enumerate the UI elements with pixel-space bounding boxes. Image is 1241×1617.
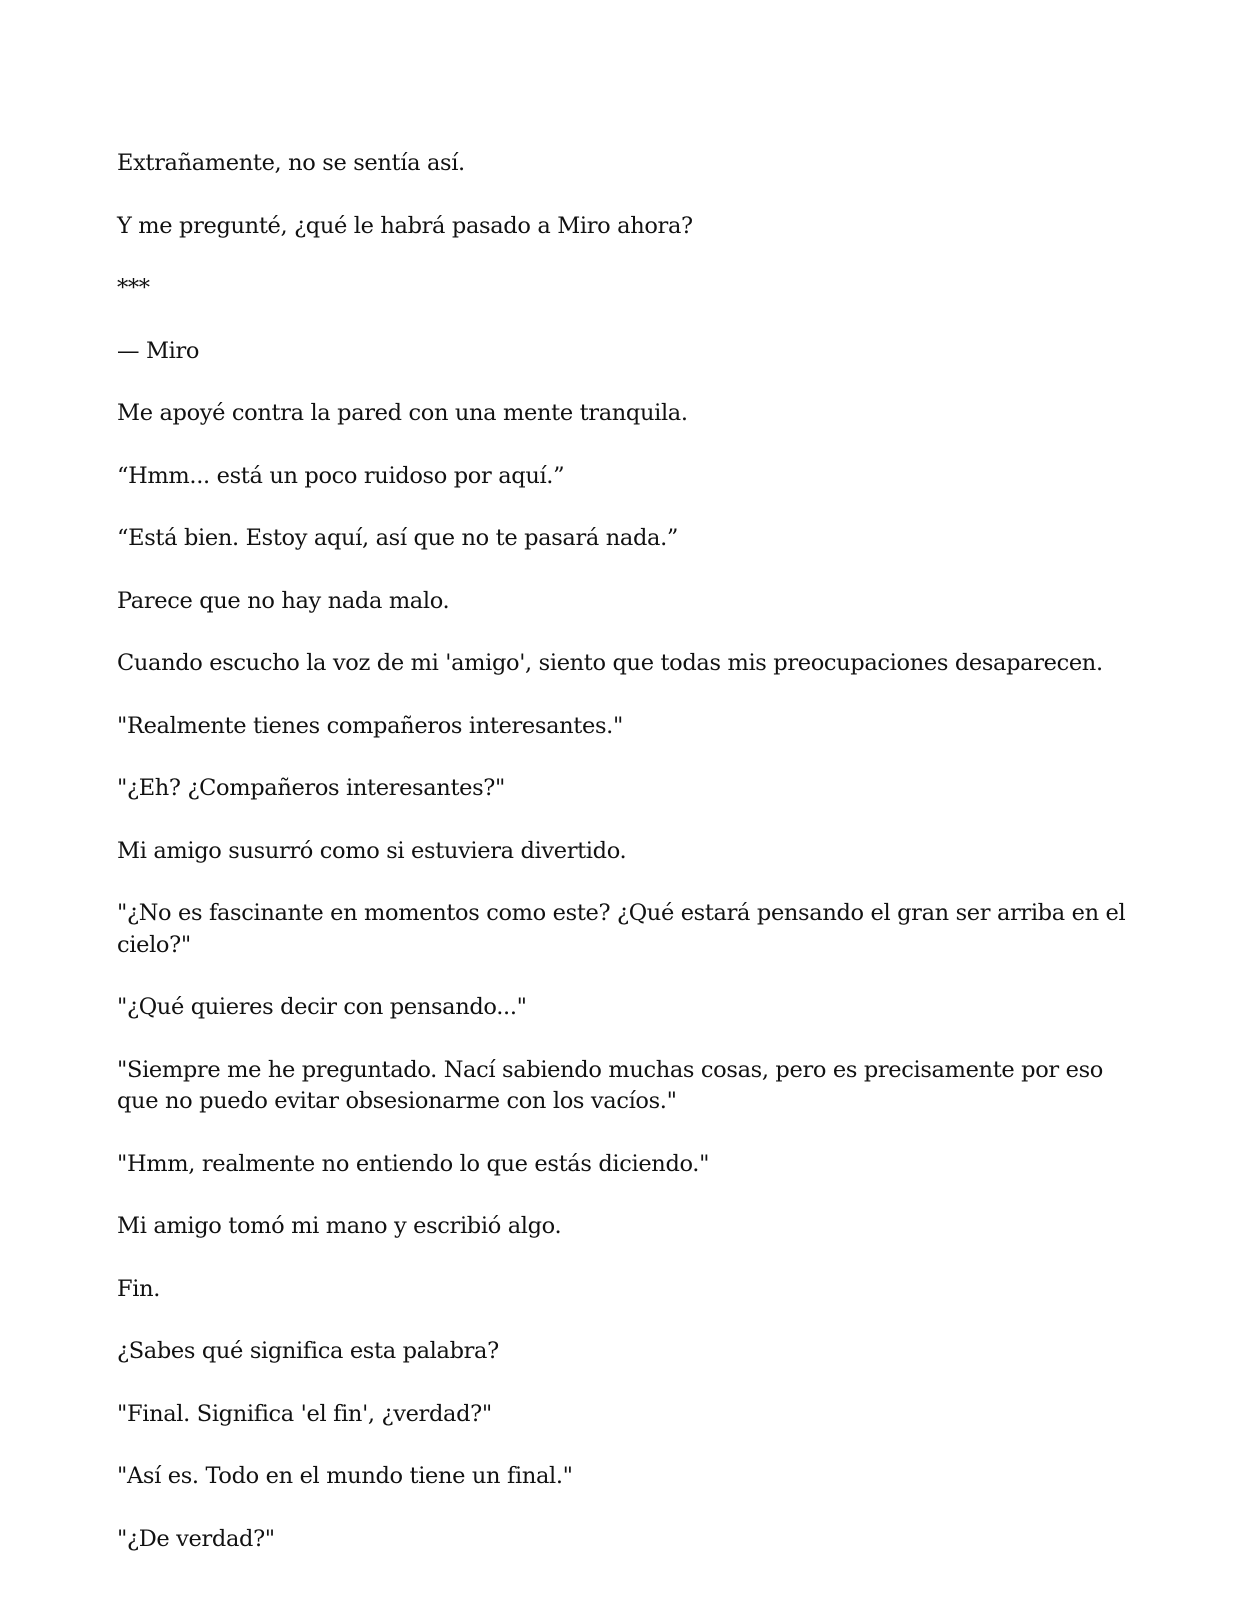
dialogue-line: "Así es. Todo en el mundo tiene un final." — [117, 1463, 573, 1489]
paragraph: Me apoyé contra la pared con una mente tranquila. — [117, 400, 688, 426]
paragraph: ¿Sabes qué significa esta palabra? — [117, 1338, 499, 1364]
paragraph: Mi amigo susurró como si estuviera divertido. — [117, 837, 627, 864]
dialogue-line: "¿De verdad?" — [117, 1525, 275, 1552]
paragraph: Parece que no hay nada malo. — [117, 587, 450, 614]
paragraph: Mi amigo tomó mi mano y escribió algo. — [117, 1213, 562, 1239]
dialogue-line: "Realmente tienes compañeros interesantes." — [117, 712, 623, 739]
dialogue-line: "¿Eh? ¿Compañeros interesantes?" — [117, 775, 506, 801]
paragraph: Fin. — [117, 1275, 161, 1302]
dialogue-line: "¿No es fascinante en momentos como este? ¿Qué estará pensando el gran ser arriba en el cielo?" — [117, 900, 1126, 958]
pov-heading: — Miro — [117, 337, 200, 364]
dialogue-line: "Final. Significa 'el fin', ¿verdad?" — [117, 1400, 492, 1427]
scene-break: *** — [117, 275, 150, 301]
paragraph: Y me pregunté, ¿qué le habrá pasado a Miro ahora? — [117, 212, 693, 239]
document-body — [117, 148, 1127, 1586]
dialogue-line: "Hmm, realmente no entiendo lo que estás diciendo." — [117, 1150, 710, 1177]
paragraph: Cuando escucho la voz de mi 'amigo', siento que todas mis preocupaciones desaparecen. — [117, 650, 1103, 676]
dialogue-line: “Hmm... está un poco ruidoso por aquí.” — [117, 462, 565, 489]
paragraph: Extrañamente, no se sentía así. — [117, 150, 465, 176]
dialogue-line: “Está bien. Estoy aquí, así que no te pasará nada.” — [117, 525, 679, 551]
dialogue-line: "Siempre me he preguntado. Nací sabiendo muchas cosas, pero es precisamente por eso que no puedo evitar obsesionarme con los vacíos." — [117, 1056, 1103, 1114]
dialogue-line: "¿Qué quieres decir con pensando..." — [117, 994, 527, 1020]
